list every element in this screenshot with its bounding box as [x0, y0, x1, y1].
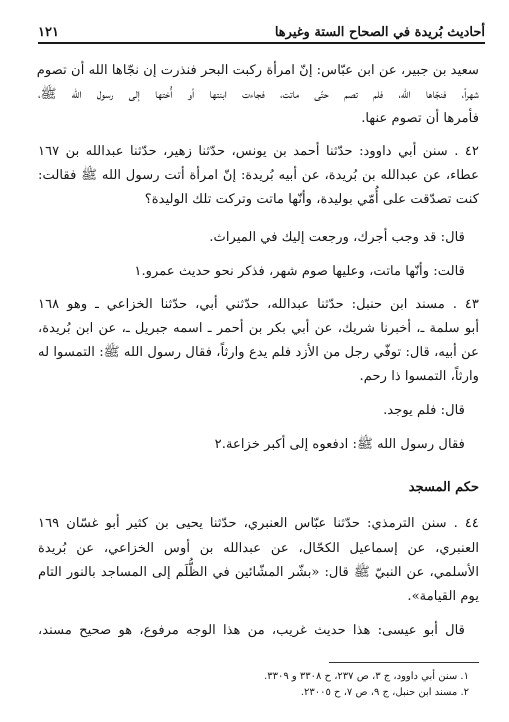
footnote-rule: [329, 662, 479, 663]
hadith-42-header: ٤٢ . سنن أبي داوود: حدّثنا أحمد بن يونس، حدّثنا زهير، حدّثنا عبدالله بن ١٦٧: [38, 144, 479, 159]
footnote-2: ٢. مسند ابن حنبل، ج ٩، ص ٧، ح ٢٣٠٠٥.: [300, 687, 469, 698]
text-line: فقال رسول الله ﷺ: ادفعوه إلى أكبر خزاعة.٢: [214, 437, 465, 452]
text-line: قال: فلم يوجد.: [383, 403, 465, 418]
running-title: أحاديث بُريدة في الصحاح الستة وغيرها: [274, 25, 485, 40]
footnote-1: ١. سنن أبي داوود، ج ٣، ص ٢٣٧، ح ٣٣٠٨ و ٣٣٠٩.: [264, 671, 469, 682]
section-heading: حكم المسجد: [408, 480, 479, 495]
page-number: ١٢١: [38, 25, 59, 40]
running-header: [38, 18, 485, 40]
text-line: فأمرها أن تصوم عنها.: [361, 111, 479, 126]
text-line: يوم القيامة».: [407, 589, 479, 604]
header-rule: [38, 42, 485, 44]
text-line: وارثاً، التمسوا ذا رحم.: [359, 369, 479, 384]
text-line: أبو سلمة ـ، أخبرنا شريك، عن أبي بكر بن أحمر ـ اسمه جبريل ـ، عن ابن بُريدة،: [38, 321, 479, 336]
text-line: عن أبيه، قال: توفّي رجل من الأزد فلم يدع وارثاً، فقال رسول الله ﷺ: التمسوا له: [38, 345, 479, 360]
text-line: شهراً، فنجّاها الله، فلم تصم حتّى ماتت، فجاءت ابنتها أو أُختها إلى رسول الله ﷺ،: [38, 87, 479, 102]
text-line: قال: قد وجب أجرك، ورجعت إليك في الميراث.: [209, 230, 465, 245]
hadith-43-header: ٤٣ . مسند ابن حنبل: حدّثنا عبدالله، حدّثني أبي، حدّثنا الخزاعي ـ وهو ١٦٨: [38, 297, 479, 312]
text-line: قال أبو عيسى: هذا حديث غريب، من هذا الوجه مرفوع، هو صحيح مسند،: [38, 623, 465, 638]
hadith-44-header: ٤٤ . سنن الترمذي: حدّثنا عبّاس العنبري، حدّثنا يحيى بن كثير أبو غسّان ١٦٩: [38, 516, 479, 531]
text-line: الأسلمي، عن النبيّ ﷺ قال: «بشّر المشّائين في الظُّلَم إلى المساجد بالنور التام: [38, 565, 479, 580]
text-line: كنت تصدّقت على أُمّي بوليدة، وأنّها ماتت وتركت تلك الوليدة؟: [144, 192, 479, 207]
text-line: عطاء، عن عبدالله بن بُريدة، عن أبيه بُريدة: إنّ امرأة أتت رسول الله ﷺ فقالت:: [38, 168, 479, 183]
text-line: قالت: وأنّها ماتت، وعليها صوم شهر، فذكر نحو حديث عمرو.١: [134, 264, 465, 279]
text-line: العنبري، عن إسماعيل الكحّال، عن عبدالله بن أوس الخزاعي، عن بُريدة: [38, 541, 479, 556]
text-line: سعيد بن جبير، عن ابن عبّاس: إنّ امرأة ركبت البحر فنذرت إن نجّاها الله أن تصوم: [36, 63, 479, 78]
